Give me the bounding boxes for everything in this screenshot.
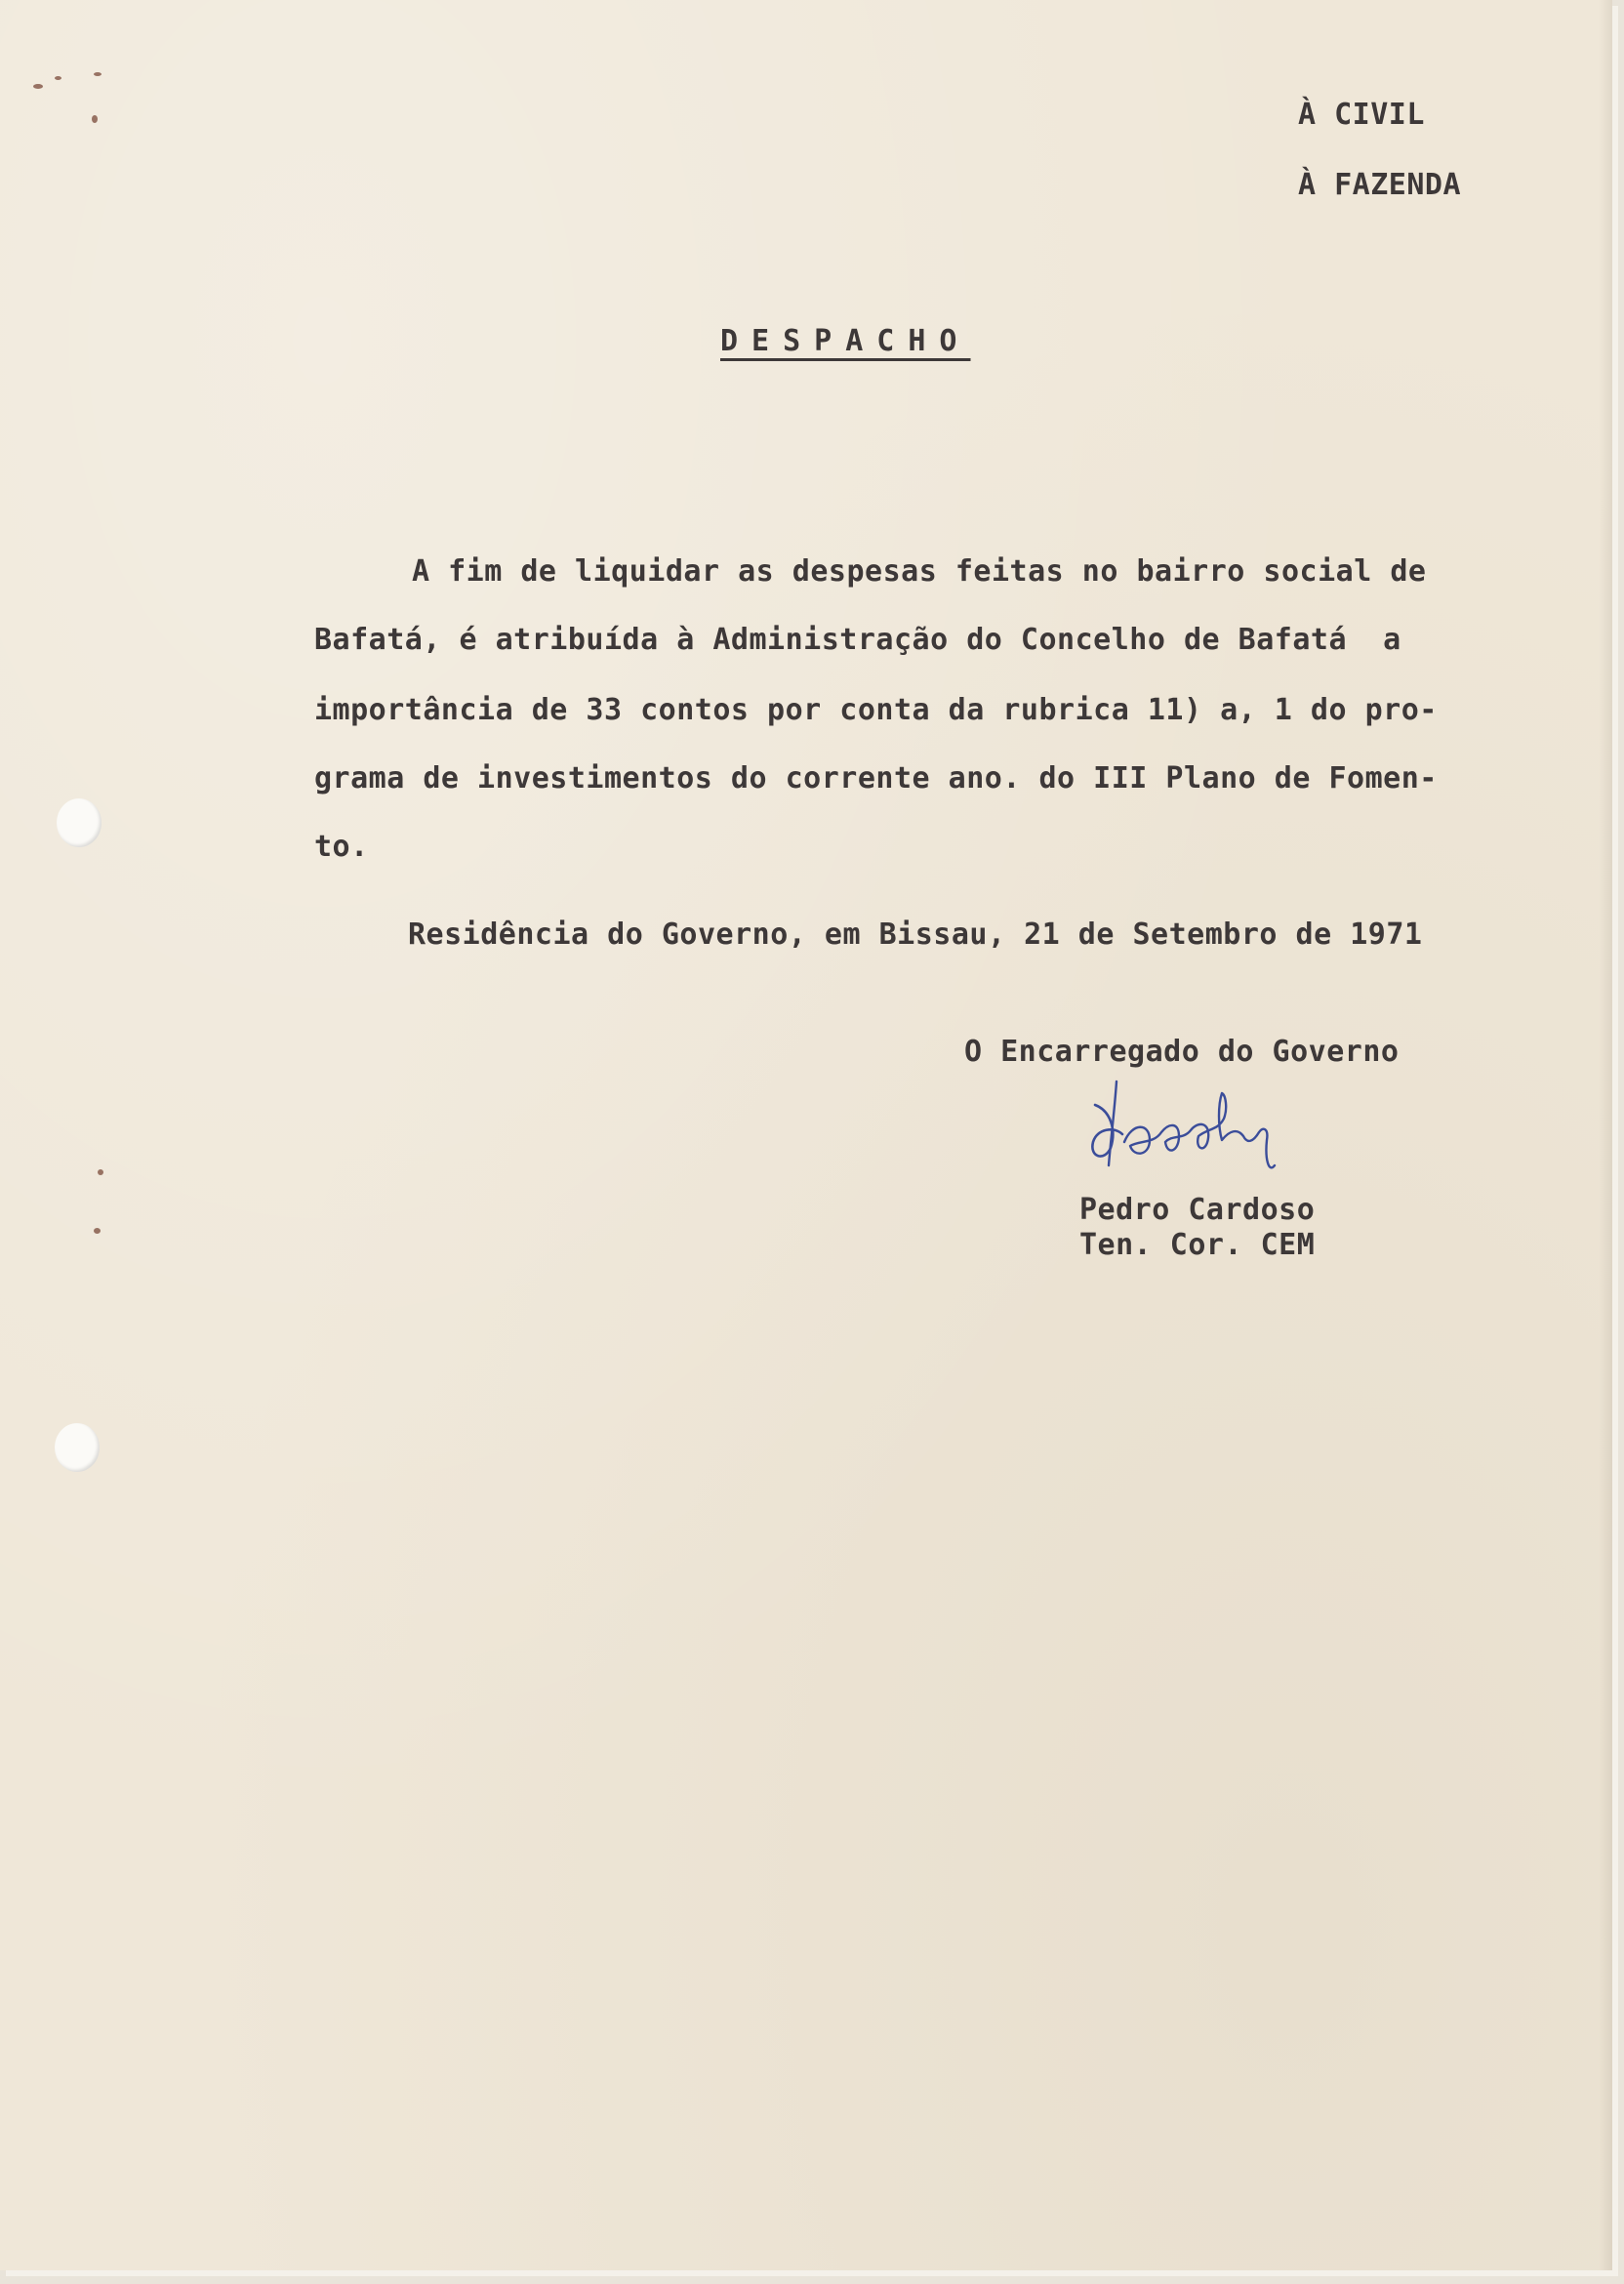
signatory-name: Pedro Cardoso [1079,1193,1316,1227]
punch-hole-icon [57,798,102,847]
paper-speck [33,84,43,89]
document-title: DESPACHO [720,324,971,358]
address-line-fazenda: À FAZENDA [1298,168,1462,202]
body-line: grama de investimentos do corrente ano. do III Plano de Fomen- [314,761,1438,795]
paper-speck [55,76,61,80]
paper-speck [92,115,98,123]
signature-icon [1081,1072,1325,1179]
signatory-rank: Ten. Cor. CEM [1079,1228,1316,1262]
body-line: A fim de liquidar as despesas feitas no bairro social de [412,554,1427,589]
body-line: importância de 33 contos por conta da rubrica 11) a, 1 do pro- [314,693,1438,727]
body-line: to. [314,830,369,864]
paper-speck [94,72,102,76]
paper-speck [94,1228,101,1234]
body-line: Bafatá, é atribuída à Administração do Concelho de Bafatá a [314,623,1401,657]
signatory-role: O Encarregado do Governo [964,1035,1400,1069]
paper-speck [98,1169,103,1175]
punch-hole-icon [55,1423,100,1472]
place-date: Residência do Governo, em Bissau, 21 de Setembro de 1971 [408,918,1423,952]
page-edge-shadow [1599,0,1612,2270]
address-line-civil: À CIVIL [1298,98,1425,132]
